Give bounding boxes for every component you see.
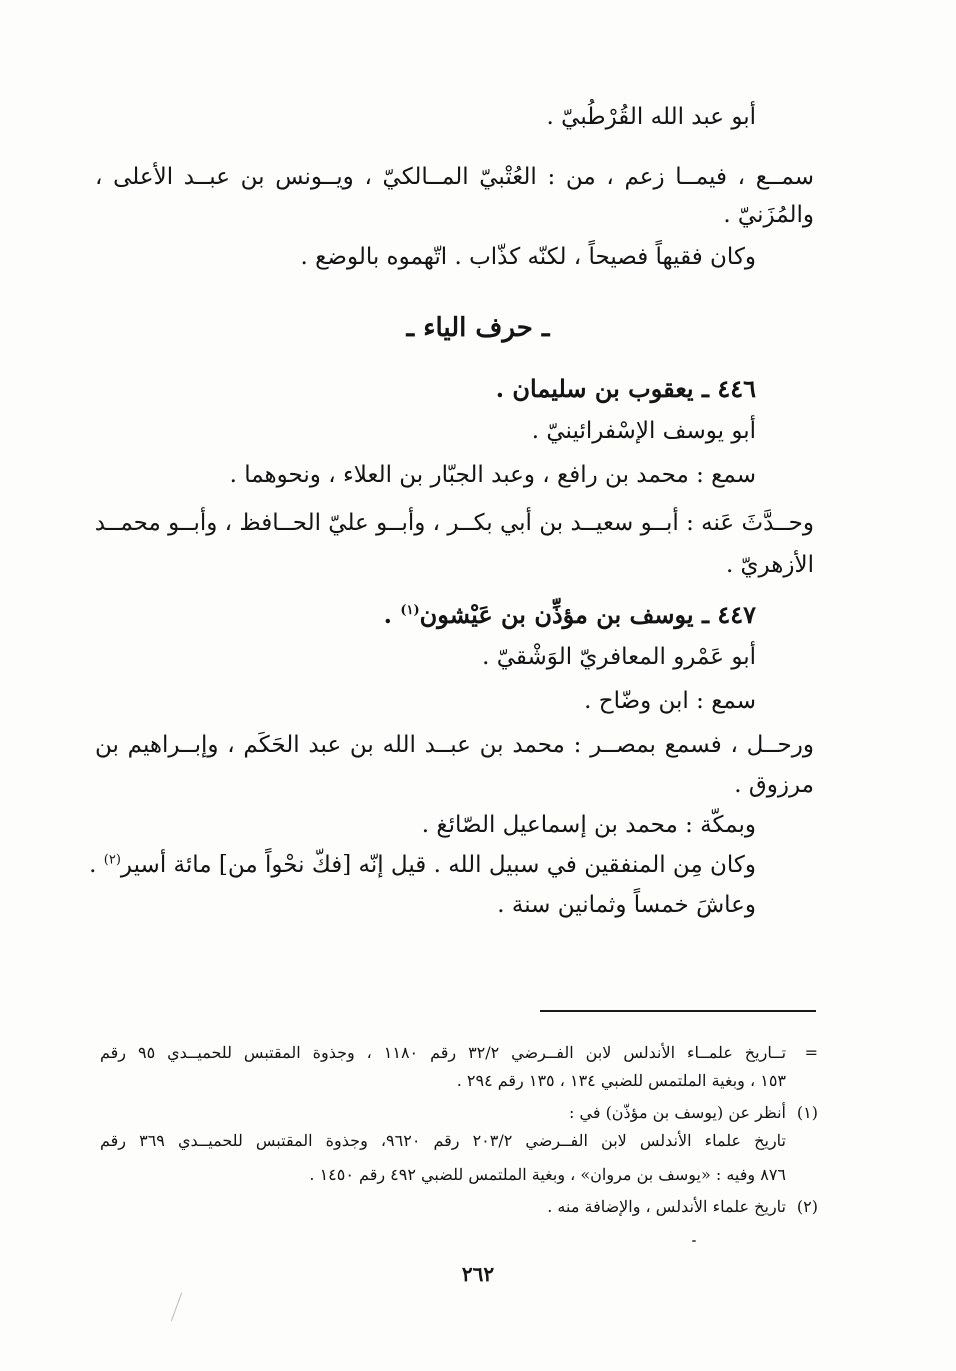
entry-447-line-7: وعاشَ خمساً وثمانين سنة . — [497, 892, 756, 918]
entry-446-line-2: سمع : محمد بن رافع ، وعبد الجبّار بن العلاء ، ونحوهما . — [229, 462, 756, 488]
scan-scratch — [171, 1293, 182, 1322]
footnote-separator — [540, 1010, 816, 1012]
footnote-cont-mark: = — [804, 1043, 818, 1062]
footnote-ref-2: (٢) — [103, 852, 121, 868]
entry-447-line-5: وبمكّة : محمد بن إسماعيل الصّائغ . — [421, 812, 756, 838]
entry-447-line-3: ورحــل ، فسمع بمصــر : محمد بن عبــد الله بن عبد الحَكَم ، وإبــراهيم بن — [95, 732, 814, 758]
entry-447-line-4: مرزوق . — [734, 772, 814, 798]
scan-speck — [692, 1240, 696, 1242]
footnote-cont-line-1: تــاريخ علمــاء الأندلس لابن الفــرضي ٣٢/٢ رقم ١١٨٠ ، وجذوة المقتبس للحميــدي ٩٥ رقم — [100, 1043, 787, 1062]
top-line-3: والمُزَنيّ . — [723, 202, 814, 228]
footnote-1-line-2: تاريخ علماء الأندلس لابن الفــرضي ٢٠٣/٢ رقم ٩٦٢٠، وجذوة المقتبس للحميــدي ٣٦٩ رقم — [100, 1131, 787, 1150]
entry-447-line-6-text: وكان مِن المنفقين في سبيل الله . قيل إنّه [فكّ نحْواً من] مائة أسير — [120, 852, 756, 878]
entry-447-line-6 — [89, 848, 756, 882]
entry-447-heading-text: ٤٤٧ ـ يوسف بن مؤذِّن بن عَيْشون — [419, 600, 756, 629]
footnote-1-line-3: ٨٧٦ وفيه : «يوسف بن مروان» ، وبغية الملتمس للضبي ٤٩٢ رقم ١٤٥٠ . — [309, 1165, 786, 1184]
entry-447-line-6-end: . — [89, 852, 104, 878]
footnote-2-mark: (٢) — [796, 1197, 818, 1216]
entry-447-line-1: أبو عَمْرو المعافريّ الوَشْقيّ . — [482, 644, 756, 670]
footnote-2-line-1: تاريخ علماء الأندلس ، والإضافة منه . — [547, 1197, 786, 1216]
entry-446-line-1: أبو يوسف الإسْفرائينيّ . — [531, 418, 756, 444]
entry-447-heading — [384, 598, 756, 632]
footnote-ref-1: (١) — [400, 603, 420, 618]
entry-446-line-4: الأزهريّ . — [725, 552, 814, 578]
footnote-1-line-1: أنظر عن (يوسف بن مؤذّن) في : — [569, 1103, 786, 1122]
entry-446-heading: ٤٤٦ ـ يعقوب بن سليمان . — [495, 374, 756, 403]
top-line-1: أبو عبد الله القُرْطُبيّ . — [546, 104, 756, 130]
section-title: ـ حرف الياء ـ — [406, 313, 550, 343]
entry-446-line-3: وحــدَّثَ عَنه : أبــو سعيــد بن أبي بكــر ، وأبــو عليّ الحــافظ ، وأبــو محمــد — [94, 510, 814, 536]
footnote-1-mark: (١) — [796, 1103, 818, 1122]
top-line-2: سمــع ، فيمــا زعم ، من : العُتْبيّ المــالكيّ ، ويــونس بن عبــد الأعلى ، — [95, 164, 814, 190]
entry-447-heading-end: . — [383, 600, 401, 629]
page-number: ٢٦٢ — [461, 1262, 495, 1286]
entry-447-line-2: سمع : ابن وضّاح . — [584, 688, 756, 714]
footnote-cont-line-2: ١٥٣ ، وبغية الملتمس للضبي ١٣٤ ، ١٣٥ رقم ٢٩٤ . — [456, 1071, 786, 1090]
top-line-4: وكان فقيهاً فصيحاً ، لكنّه كذّاب . اتّهموه بالوضع . — [300, 244, 756, 270]
